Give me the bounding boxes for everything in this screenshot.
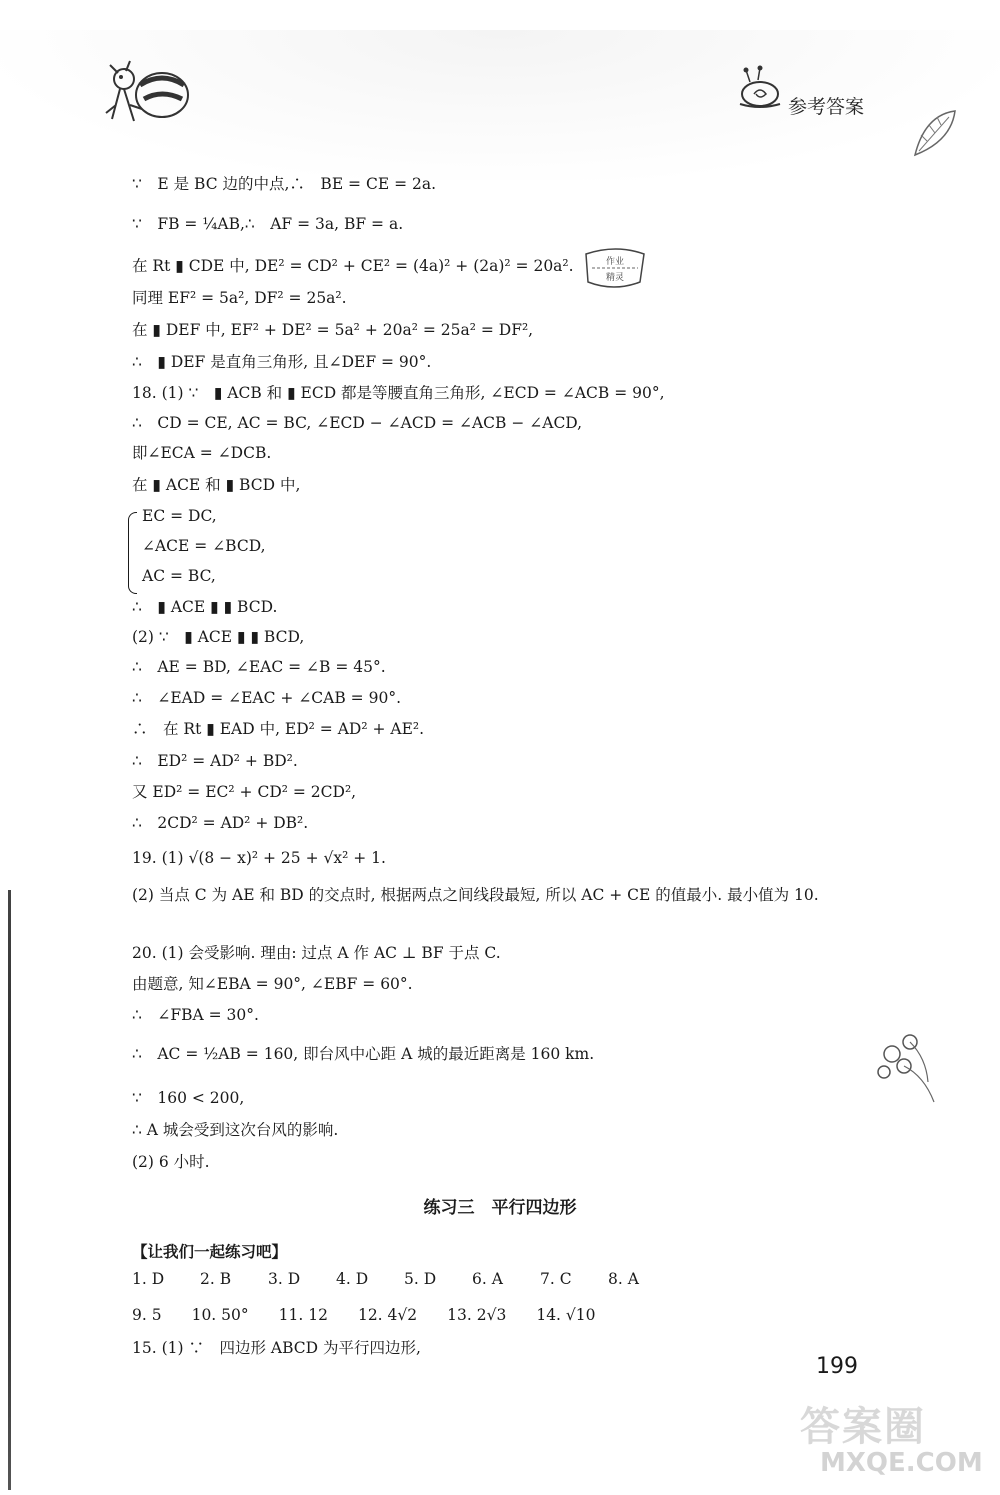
solution-line: ∵ E 是 BC 边的中点,∴ BE = CE = 2a.: [132, 175, 437, 193]
solution-line: 15. (1) ∵ 四边形 ABCD 为平行四边形,: [132, 1339, 421, 1357]
solution-line: ∴ 2CD² = AD² + DB².: [132, 814, 309, 832]
answer-item: 6. A: [472, 1270, 503, 1288]
solution-line: ∵ 160 < 200,: [132, 1089, 245, 1107]
answer-item: 3. D: [268, 1270, 301, 1288]
header-title: 参考答案: [788, 96, 865, 118]
equation-line: EC = DC,: [142, 507, 217, 525]
solution-line: ∴ 在 Rt ▮ EAD 中, ED² = AD² + AE².: [132, 720, 425, 738]
equation-line: AC = BC,: [142, 567, 216, 585]
solution-line: ∴ A 城会受到这次台风的影响.: [132, 1121, 339, 1139]
answer-item: 7. C: [540, 1270, 572, 1288]
solution-line: 由题意, 知∠EBA = 90°, ∠EBF = 60°.: [132, 975, 413, 993]
answer-item: 12. 4√2: [357, 1306, 418, 1324]
solution-line: 在 Rt ▮ CDE 中, DE² = CD² + CE² = (4a)² + (2a)² = 20a².: [132, 257, 574, 275]
watermark-url: MXQE.COM: [820, 1448, 983, 1478]
solution-line: 在 ▮ ACE 和 ▮ BCD 中,: [132, 476, 301, 494]
solution-line: ∴ ED² = AD² + BD².: [132, 752, 298, 770]
solution-line: ∴ ∠FBA = 30°.: [132, 1006, 259, 1024]
stamp-top-text: 作业: [606, 257, 625, 267]
solution-line: 即∠ECA = ∠DCB.: [132, 444, 272, 462]
answer-item: 14. √10: [536, 1306, 596, 1324]
solution-line: ∴ AC = ½AB = 160, 即台风中心距 A 城的最近距离是 160 km.: [132, 1045, 595, 1063]
watermark-logo: 答案圈: [800, 1404, 926, 1450]
answer-item: 5. D: [404, 1270, 437, 1288]
solution-line: 19. (1) √(8 − x)² + 25 + √x² + 1.: [132, 849, 386, 867]
answer-item: 2. B: [200, 1270, 232, 1288]
system-brace: [128, 512, 137, 594]
solution-line: (2) 6 小时.: [132, 1153, 210, 1171]
flower-decoration-icon: [870, 1020, 960, 1110]
answer-item: 10. 50°: [191, 1306, 249, 1324]
answer-item: 4. D: [336, 1270, 369, 1288]
solution-line: ∴ ▮ ACE ▮ ▮ BCD.: [132, 598, 278, 616]
solution-line: 在 ▮ DEF 中, EF² + DE² = 5a² + 20a² = 25a² = DF²,: [132, 321, 534, 339]
solution-line: ∴ AE = BD, ∠EAC = ∠B = 45°.: [132, 658, 386, 676]
answer-item: 13. 2√3: [447, 1306, 507, 1324]
solution-line: 又 ED² = EC² + CD² = 2CD²,: [132, 783, 357, 801]
leaf-decoration-icon: [905, 105, 965, 165]
scan-edge-shadow: [8, 890, 11, 1490]
solution-line: ∵ FB = ¼AB,∴ AF = 3a, BF = a.: [132, 215, 404, 233]
solution-line: 20. (1) 会受影响. 理由: 过点 A 作 AC ⊥ BF 于点 C.: [132, 944, 501, 962]
solution-line: 18. (1) ∵ ▮ ACB 和 ▮ ECD 都是等腰直角三角形, ∠ECD = ∠ACB = 90°,: [132, 384, 665, 402]
section-subheading: 【让我们一起练习吧】: [132, 1243, 288, 1261]
solution-line: (2) 当点 C 为 AE 和 BD 的交点时, 根据两点之间线段最短, 所以 AC + CE 的值最小. 最小值为 10.: [132, 886, 819, 904]
solution-line: (2) ∵ ▮ ACE ▮ ▮ BCD,: [132, 628, 305, 646]
solution-line: 同理 EF² = 5a², DF² = 25a².: [132, 289, 347, 307]
mascot-illustration: [100, 55, 200, 145]
equation-line: ∠ACE = ∠BCD,: [142, 537, 266, 555]
section-title: 练习三 平行四边形: [423, 1198, 577, 1218]
stamp-badge: [580, 246, 650, 290]
answer-item: 1. D: [132, 1270, 165, 1288]
solution-line: ∴ ▮ DEF 是直角三角形, 且∠DEF = 90°.: [132, 353, 432, 371]
page-number: 199: [816, 1354, 858, 1379]
answer-row: [132, 1270, 676, 1288]
answer-row: [132, 1306, 626, 1324]
stamp-bottom-text: 精灵: [606, 273, 625, 283]
solution-line: ∴ ∠EAD = ∠EAC + ∠CAB = 90°.: [132, 689, 401, 707]
solution-line: ∴ CD = CE, AC = BC, ∠ECD − ∠ACD = ∠ACB − ∠ACD,: [132, 414, 583, 432]
answer-item: 8. A: [608, 1270, 639, 1288]
snail-icon: [734, 64, 784, 110]
answer-item: 11. 12: [278, 1306, 328, 1324]
answer-item: 9. 5: [132, 1306, 162, 1324]
